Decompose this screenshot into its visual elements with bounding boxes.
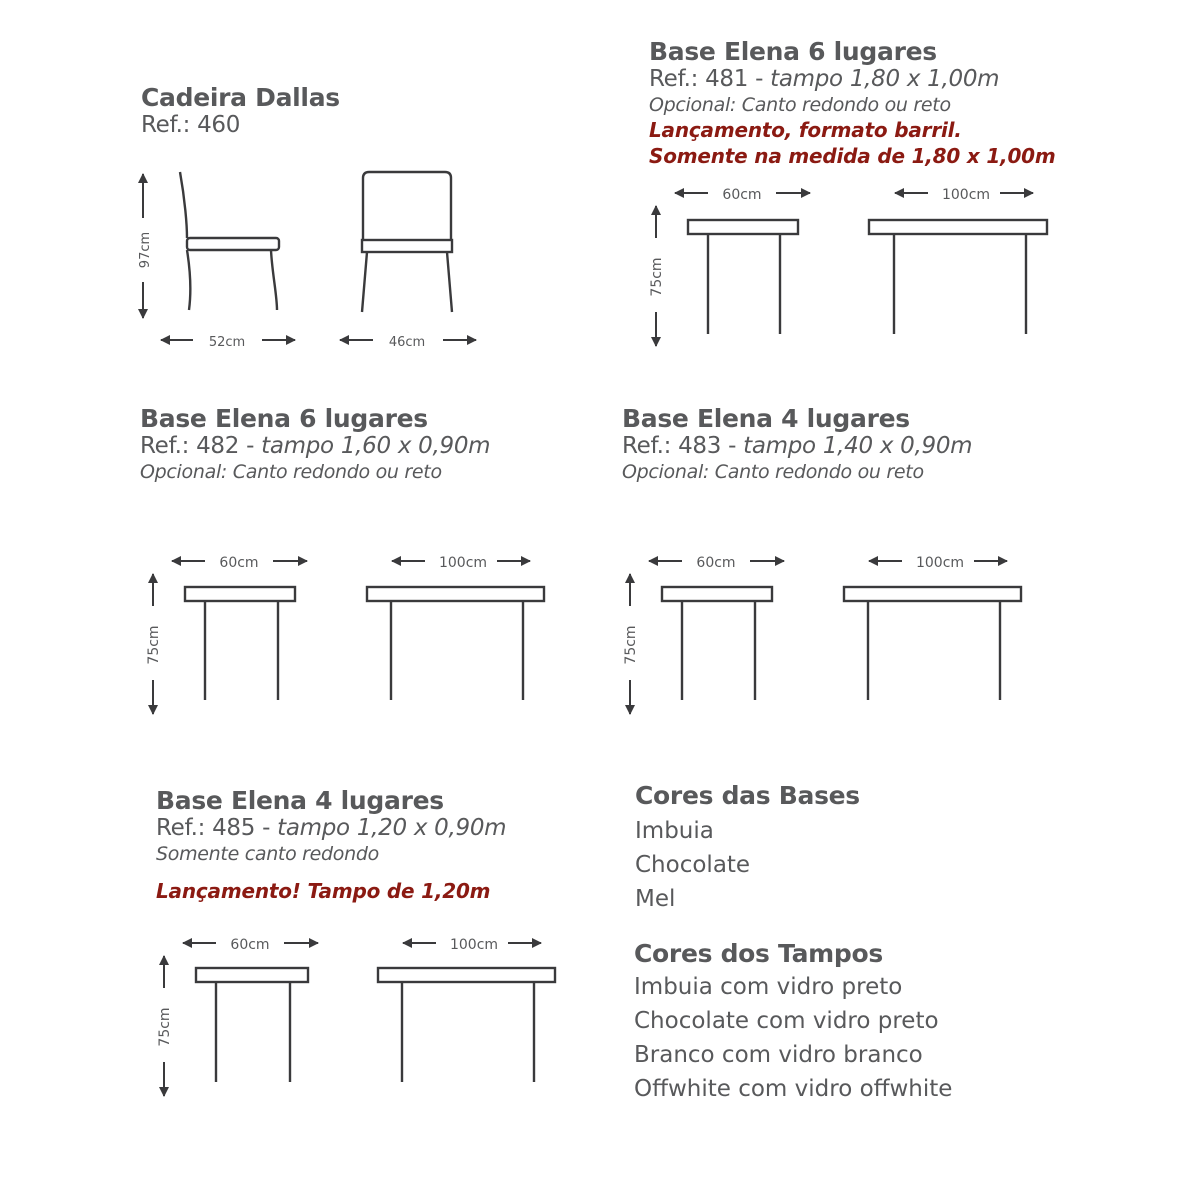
base-colors-title: Cores das Bases	[635, 781, 860, 810]
table-481-front-label: 100cm	[941, 187, 991, 203]
table-481-side-view	[688, 220, 798, 334]
chair-side-view	[180, 172, 279, 310]
table-485-front-label: 100cm	[449, 937, 499, 953]
table-481-highlight-1: Lançamento, formato barril.	[649, 118, 962, 142]
table-485-optional: Somente canto redondo	[156, 843, 379, 865]
top-color-item: Chocolate com vidro preto	[634, 1008, 939, 1034]
top-colors-title: Cores dos Tampos	[634, 939, 883, 968]
chair-title: Cadeira Dallas	[141, 83, 340, 112]
table-483-title: Base Elena 4 lugares	[622, 404, 910, 433]
table-483-drawing	[614, 548, 1034, 718]
chair-side-width-label: 52cm	[208, 335, 246, 350]
top-color-item: Branco com vidro branco	[634, 1042, 923, 1068]
top-colors-section	[634, 940, 952, 1106]
table-485-height-label: 75cm	[157, 1007, 173, 1047]
table-485-title: Base Elena 4 lugares	[156, 786, 444, 815]
table-481-height-label: 75cm	[649, 257, 665, 297]
table-482-optional: Opcional: Canto redondo ou reto	[140, 461, 442, 483]
table-481-front-view	[869, 220, 1047, 334]
table-482-front-label: 100cm	[438, 555, 488, 571]
table-481-ref: Ref.: 481 - tampo 1,80 x 1,00m	[649, 66, 1000, 92]
table-482-ref: Ref.: 482 - tampo 1,60 x 0,90m	[140, 433, 491, 459]
table-485-heading	[156, 787, 506, 904]
base-color-item: Chocolate	[635, 852, 751, 878]
table-482-height-label: 75cm	[146, 625, 162, 665]
table-483-height-label: 75cm	[623, 625, 639, 665]
table-483-front-view	[844, 587, 1021, 700]
chair-drawing	[125, 160, 495, 360]
table-481-highlight-2: Somente na medida de 1,80 x 1,00m	[649, 144, 1056, 168]
table-481-drawing	[640, 180, 1060, 350]
table-482-drawing	[137, 548, 557, 718]
chair-height-label: 97cm	[138, 231, 153, 269]
table-482-heading	[140, 405, 490, 484]
table-482-side-label: 60cm	[219, 555, 259, 571]
table-481-heading	[649, 38, 1056, 169]
table-481-optional: Opcional: Canto redondo ou reto	[649, 94, 951, 116]
table-485-side-view	[196, 968, 308, 1082]
table-483-front-label: 100cm	[915, 555, 965, 571]
table-482-side-view	[185, 587, 295, 700]
base-color-item: Imbuia	[635, 818, 714, 844]
table-485-side-label: 60cm	[230, 937, 270, 953]
table-485-front-view	[378, 968, 555, 1082]
table-485-drawing	[148, 930, 568, 1100]
table-483-ref: Ref.: 483 - tampo 1,40 x 0,90m	[622, 433, 973, 459]
top-color-item: Imbuia com vidro preto	[634, 974, 903, 1000]
chair-heading	[141, 84, 340, 139]
table-483-optional: Opcional: Canto redondo ou reto	[622, 461, 924, 483]
table-483-side-label: 60cm	[696, 555, 736, 571]
table-482-front-view	[367, 587, 544, 700]
table-483-side-view	[662, 587, 772, 700]
chair-ref: Ref.: 460	[141, 112, 241, 138]
table-481-side-label: 60cm	[722, 187, 762, 203]
chair-front-view	[362, 172, 452, 312]
chair-front-width-label: 46cm	[388, 335, 426, 350]
base-colors-section	[635, 782, 860, 916]
table-482-title: Base Elena 6 lugares	[140, 404, 428, 433]
table-483-heading	[622, 405, 972, 484]
top-color-item: Offwhite com vidro offwhite	[634, 1076, 953, 1102]
table-485-highlight: Lançamento! Tampo de 1,20m	[156, 879, 491, 903]
table-481-title: Base Elena 6 lugares	[649, 37, 937, 66]
base-color-item: Mel	[635, 886, 676, 912]
table-485-ref: Ref.: 485 - tampo 1,20 x 0,90m	[156, 815, 507, 841]
